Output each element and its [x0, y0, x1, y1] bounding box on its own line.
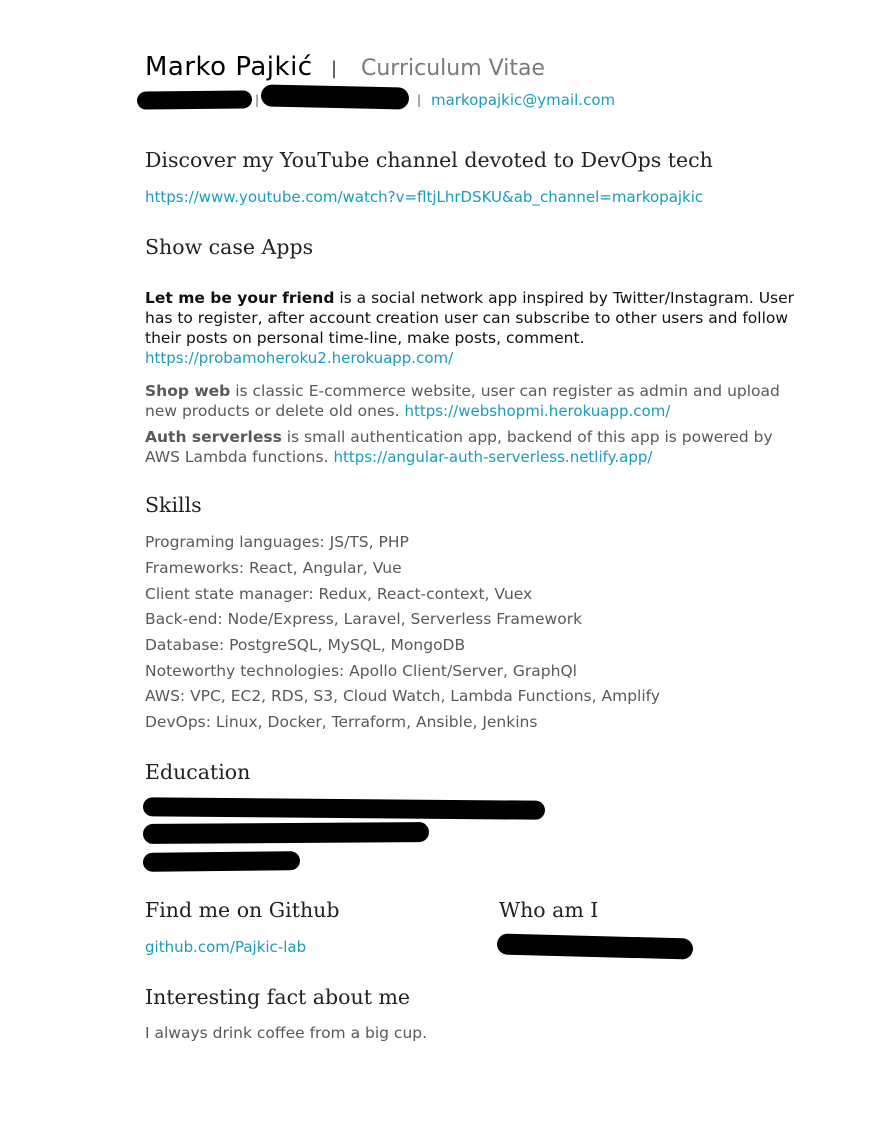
- education-heading: Education: [145, 760, 251, 784]
- redacted-education-line: [143, 822, 429, 844]
- youtube-link[interactable]: https://www.youtube.com/watch?v=fltjLhrDSKU&ab_channel=markopajkic: [145, 188, 704, 206]
- app-name: Shop web: [145, 382, 231, 400]
- fact-heading: Interesting fact about me: [145, 985, 411, 1009]
- email-link[interactable]: markopajkic@ymail.com: [431, 91, 616, 109]
- skill-line: Noteworthy technologies: Apollo Client/Server, GraphQl: [145, 662, 577, 680]
- skill-line: Programing languages: JS/TS, PHP: [145, 533, 409, 551]
- cv-title: Curriculum Vitae: [361, 56, 545, 81]
- redacted-phone: [137, 90, 252, 109]
- app-description: is classic E-commerce website, user can register as admin and upload new products or delete old ones.: [145, 382, 780, 420]
- youtube-heading: Discover my YouTube channel devoted to DevOps tech: [145, 148, 713, 172]
- redacted-education-line: [143, 851, 300, 872]
- app-name: Auth serverless: [145, 428, 282, 446]
- skill-line: AWS: VPC, EC2, RDS, S3, Cloud Watch, Lambda Functions, Amplify: [145, 687, 660, 705]
- skill-line: Client state manager: Redux, React-context, Vuex: [145, 585, 533, 603]
- redacted-whoami-link: [497, 933, 693, 959]
- app-link[interactable]: https://probamoheroku2.herokuapp.com/: [145, 349, 454, 367]
- header-separator: |: [331, 58, 338, 79]
- skill-line: Back-end: Node/Express, Laravel, Serverless Framework: [145, 610, 583, 628]
- contact-separator: |: [417, 93, 422, 107]
- skill-line: Database: PostgreSQL, MySQL, MongoDB: [145, 636, 466, 654]
- showcase-heading: Show case Apps: [145, 235, 314, 259]
- app-link[interactable]: https://angular-auth-serverless.netlify.app/: [333, 448, 653, 466]
- app-link[interactable]: https://webshopmi.herokuapp.com/: [404, 402, 671, 420]
- redacted-education-line: [143, 797, 545, 820]
- redacted-address: [261, 84, 409, 109]
- whoami-heading: Who am I: [499, 898, 599, 922]
- app-item-friend: [145, 288, 810, 368]
- github-heading: Find me on Github: [145, 898, 340, 922]
- app-description: is small authentication app, backend of this app is powered by AWS Lambda functions.: [145, 428, 773, 466]
- github-link[interactable]: github.com/Pajkic-lab: [145, 938, 307, 956]
- skills-heading: Skills: [145, 493, 202, 517]
- cv-name: Marko Pajkić: [145, 52, 313, 82]
- skill-line: DevOps: Linux, Docker, Terraform, Ansible, Jenkins: [145, 713, 538, 731]
- app-name: Let me be your friend: [145, 289, 335, 307]
- app-item-auth: [145, 427, 810, 467]
- app-description: is a social network app inspired by Twitter/Instagram. User has to register, after account creation user can subscribe to other users and follow their posts on personal time-line, make posts, comment.: [145, 289, 795, 347]
- skill-line: Frameworks: React, Angular, Vue: [145, 559, 402, 577]
- contact-separator: |: [255, 93, 260, 107]
- fact-text: I always drink coffee from a big cup.: [145, 1024, 428, 1042]
- app-item-shop: [145, 381, 810, 421]
